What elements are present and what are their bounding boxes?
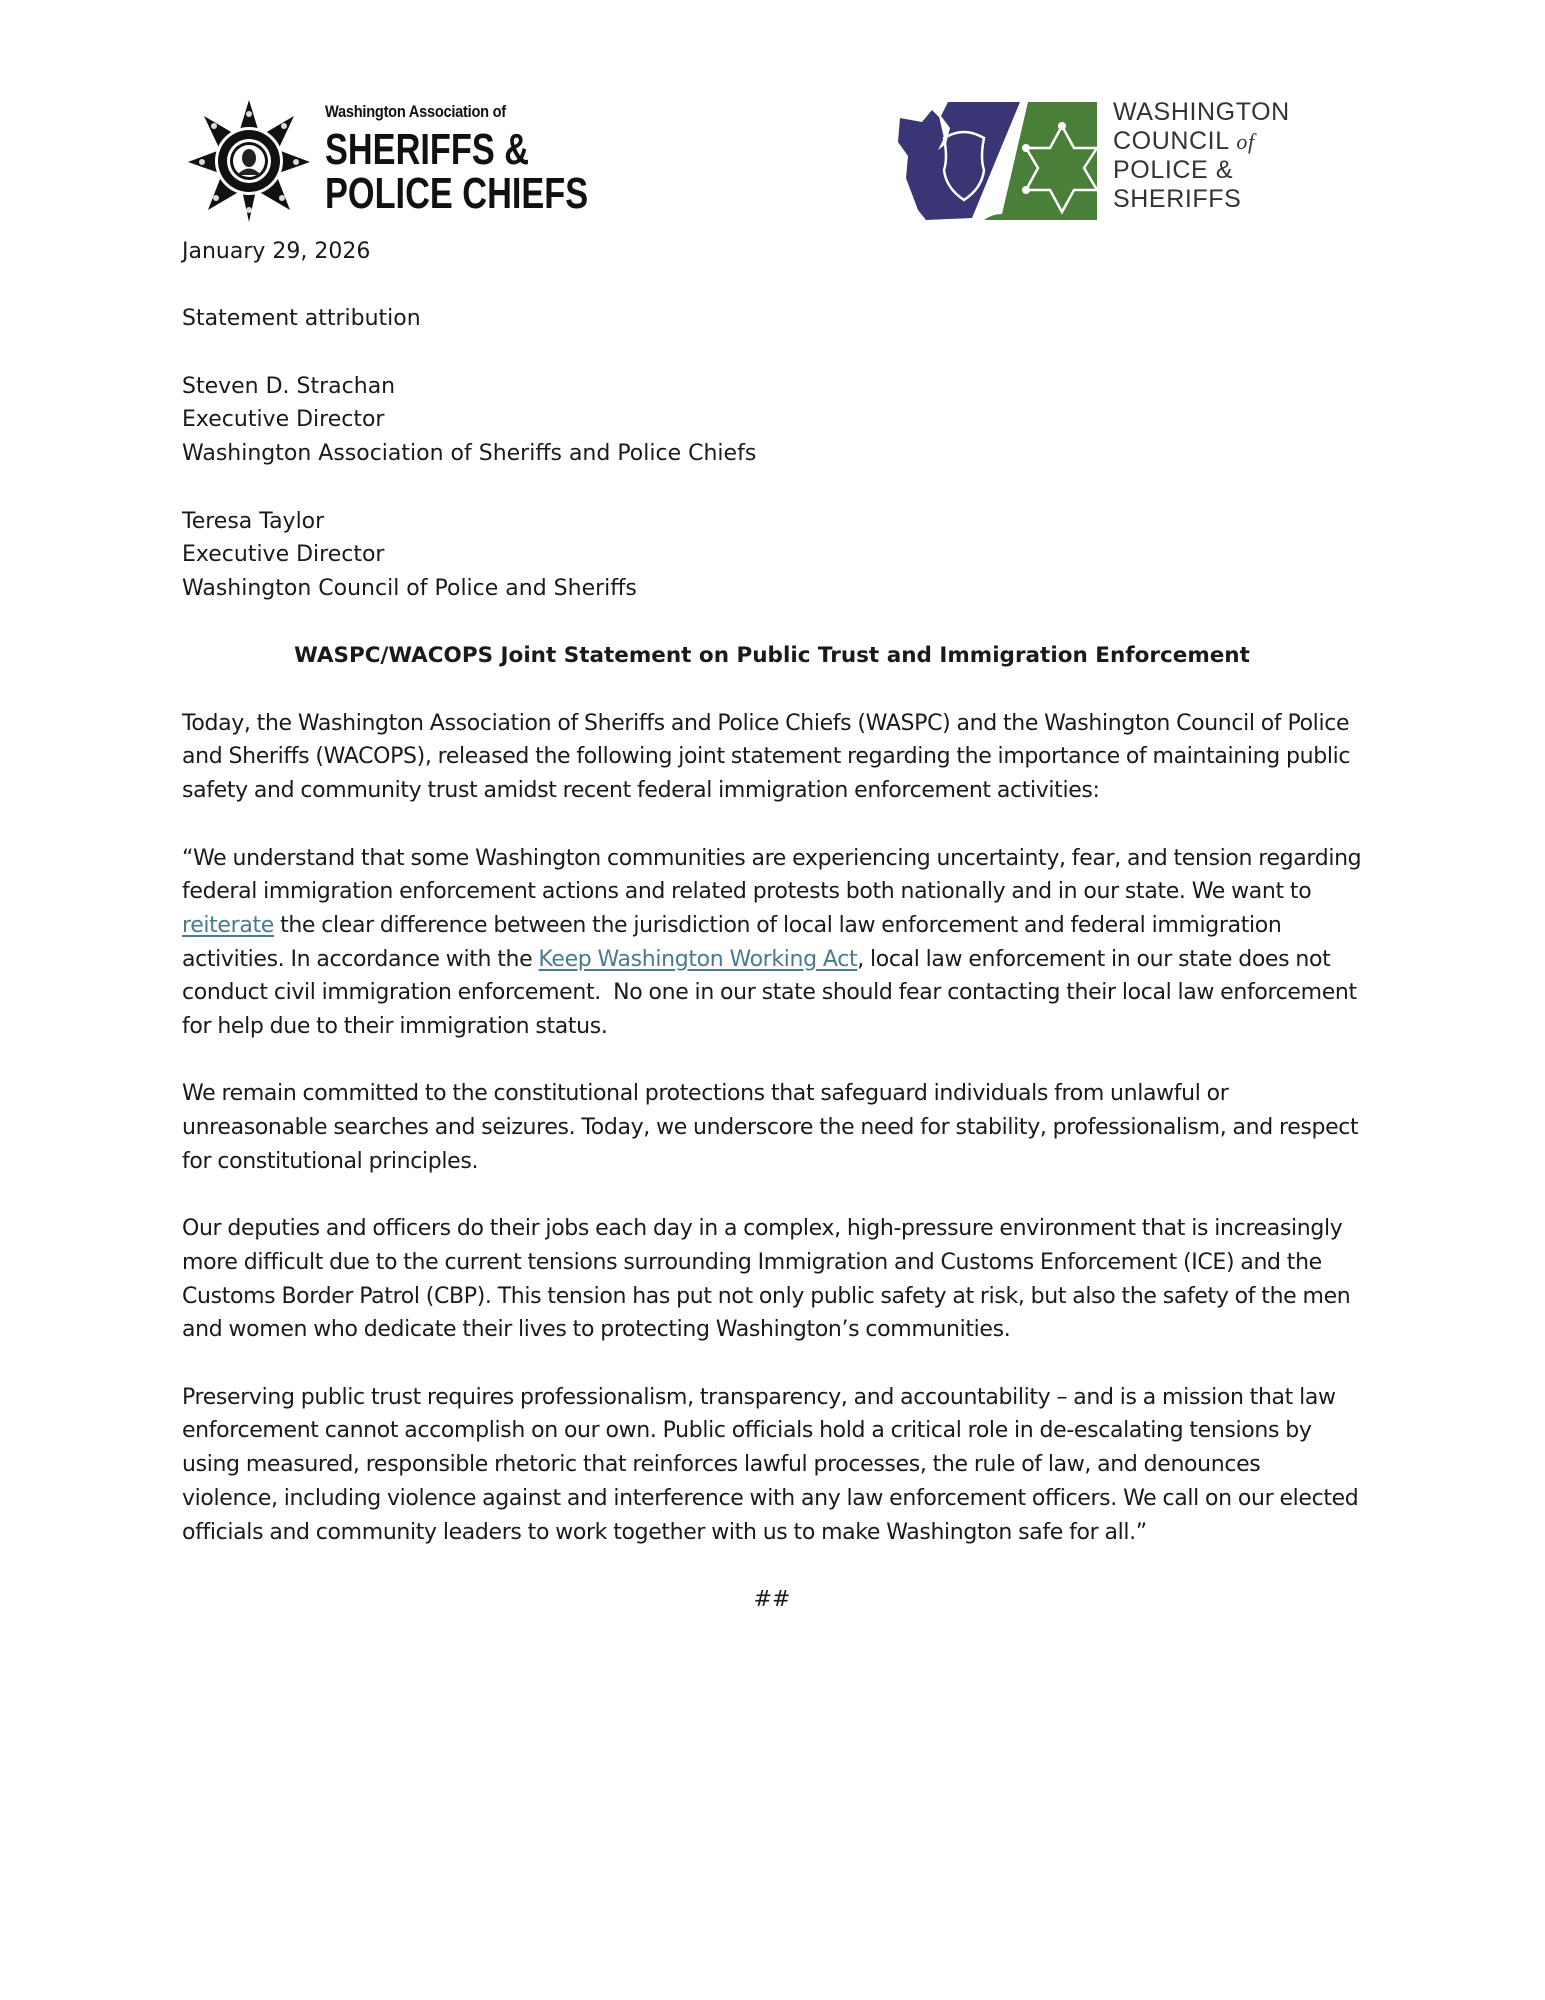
attribution-label: Statement attribution (182, 306, 421, 332)
wacops-logo (892, 98, 1302, 226)
signatory-organization: Washington Association of Sheriffs and Police Chiefs (182, 441, 757, 467)
signatory-title: Executive Director (182, 407, 385, 433)
wacops-logo-of: of (1236, 129, 1255, 154)
intro-paragraph: Today, the Washington Association of Sheriffs and Police Chiefs (WASPC) and the Washington Council of Police and Sheriffs (WACOPS), released the following joint statement regarding the importance of maintaining public safety and community trust amidst recent federal immigration enforcement activities: (182, 710, 1351, 804)
quote-paragraph-4: Preserving public trust requires professionalism, transparency, and accountability – and is a mission that law enforcement cannot accomplish on our own. Public officials hold a critical role in de-escalating tensions by using measured, responsible rhetoric that reinforces lawful processes, the rule of law, and denounces violence, including violence against and interference with any law enforcement officers. We call on our elected officials and community leaders to work together with us to make Washington safe for all.” (182, 1384, 1359, 1545)
washington-map-shield-star-icon (892, 98, 1097, 224)
quote-paragraph-1 (182, 842, 1362, 1044)
quote-text: the clear difference between the jurisdiction of local law enforcement and federal immigration activities. In accordance with the (182, 912, 1282, 972)
sheriff-star-badge-icon (186, 98, 312, 224)
quote-text: , local law enforcement in our state does not conduct civil immigration enforcement. No one in our state should fear contacting their local law enforcement for help due to their immigration status. (182, 946, 1357, 1040)
wacops-logo-council: COUNCIL (1113, 127, 1237, 155)
waspc-logo-line3: POLICE CHIEFS (325, 169, 589, 218)
end-mark: ## (753, 1586, 791, 1612)
reiterate-link[interactable]: reiterate (182, 912, 274, 938)
waspc-logo (186, 98, 589, 226)
signatory-block (182, 370, 1362, 471)
wacops-logo-line3: POLICE & (1113, 156, 1234, 184)
waspc-logo-line1: Washington Association of (325, 102, 506, 121)
wacops-logo-line2 (1113, 127, 1290, 156)
wacops-logo-line4: SHERIFFS (1113, 185, 1242, 213)
quote-paragraph-3: Our deputies and officers do their jobs each day in a complex, high-pressure environment that is increasingly more difficult due to the current tensions surrounding Immigration and Customs Enforcement (ICE) and the Customs Border Patrol (CBP). This tension has put not only public safety at risk, but also the safety of the men and women who dedicate their lives to protecting Washington’s communities. (182, 1216, 1351, 1343)
document-body (182, 235, 1362, 1617)
signatory-title: Executive Director (182, 542, 385, 568)
signatory-name: Steven D. Strachan (182, 373, 396, 399)
keep-washington-working-act-link[interactable]: Keep Washington Working Act (538, 946, 858, 972)
signatory-name: Teresa Taylor (182, 508, 325, 534)
wacops-logo-line1: WASHINGTON (1113, 98, 1290, 126)
quote-text: “We understand that some Washington communities are experiencing uncertainty, fear, and tension regarding federal immigration enforcement actions and related protests both nationally and in our state. We want to (182, 845, 1362, 905)
statement-title: WASPC/WACOPS Joint Statement on Public Trust and Immigration Enforcement (294, 643, 1250, 669)
signatory-block (182, 505, 1362, 606)
statement-date: January 29, 2026 (182, 239, 371, 264)
waspc-logo-line2: SHERIFFS & (325, 125, 530, 174)
quote-paragraph-2: We remain committed to the constitutional protections that safeguard individuals from unlawful or unreasonable searches and seizures. Today, we underscore the need for stability, professionalism, and respect for constitutional principles. (182, 1081, 1359, 1174)
signatory-organization: Washington Council of Police and Sheriffs (182, 575, 637, 601)
